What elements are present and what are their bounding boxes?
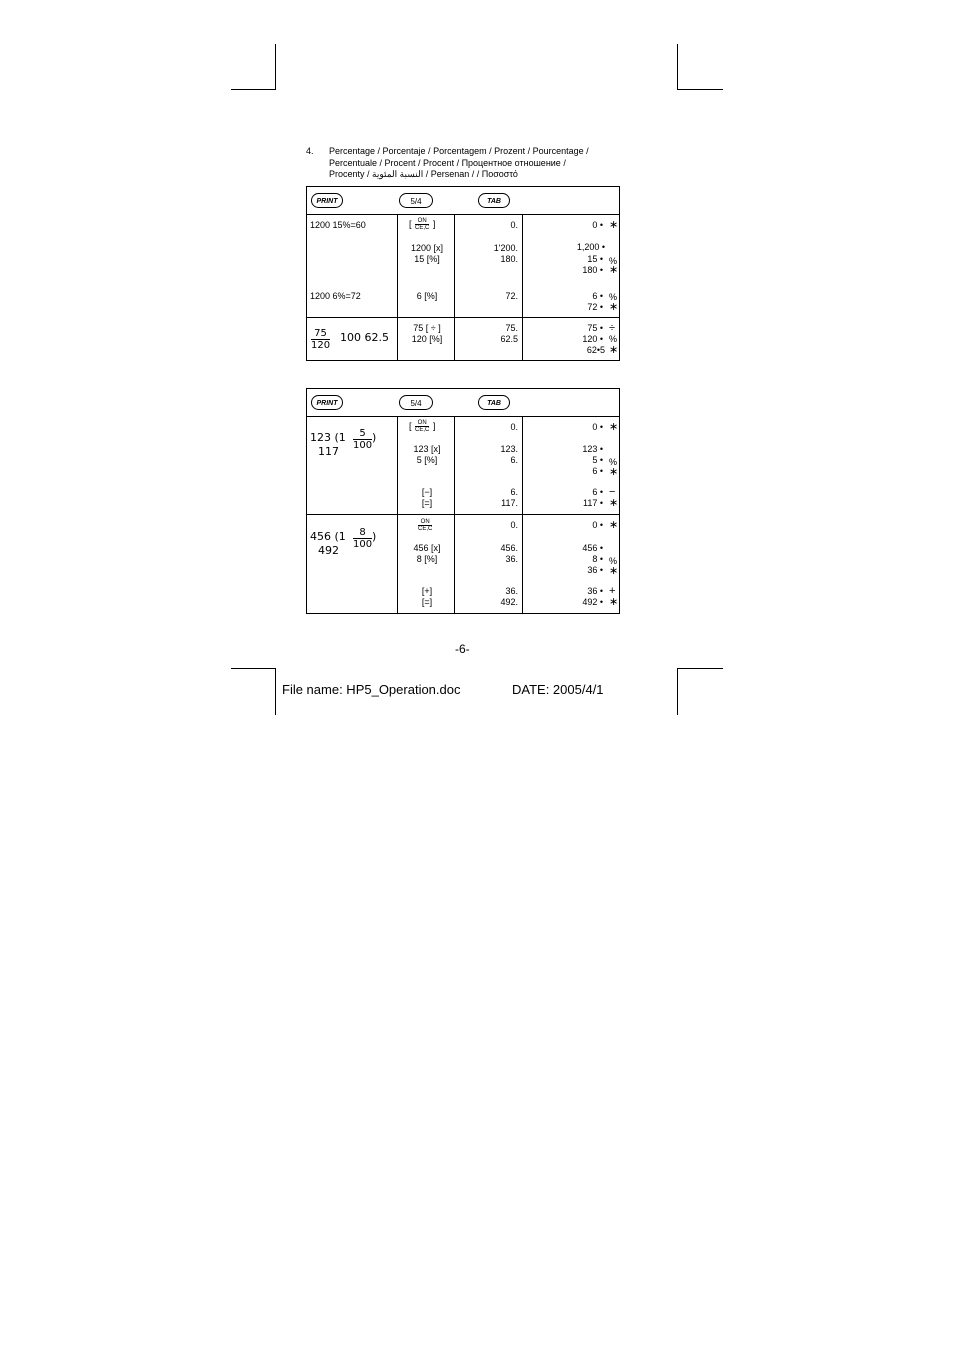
crop-mark <box>231 668 276 669</box>
key-header-row <box>307 389 619 417</box>
tape-value: 6 • <box>592 291 603 301</box>
tab-key-icon: TAB <box>478 395 510 410</box>
tape-value: 36 • <box>587 586 603 596</box>
operation-text: 8 [%] <box>416 554 438 564</box>
tape-value: 180 • <box>582 265 603 275</box>
tape-value: 8 • <box>592 554 603 564</box>
example-text: 1200 15%=60 <box>310 220 366 230</box>
tape-symbol: ∗ <box>609 344 619 356</box>
display-value: 117. <box>501 498 518 508</box>
display-value: 0. <box>510 520 518 530</box>
operation-text: 75 [ ÷ ] <box>413 323 441 333</box>
display-value: 72. <box>505 291 518 301</box>
display-value: 456. <box>500 543 518 553</box>
example-text: 123 (1 <box>310 431 346 444</box>
column-divider <box>522 416 523 614</box>
display-value: 0. <box>510 220 518 230</box>
tape-symbol: % <box>609 334 618 344</box>
heading-line: Percentage / Porcentaje / Porcentagem / Prozent / Pourcentage / <box>329 146 589 156</box>
operation-text: [−] <box>421 487 433 497</box>
display-value: 36. <box>505 586 518 596</box>
crop-mark <box>275 668 276 715</box>
display-value: 6. <box>510 455 518 465</box>
tape-value: 117 • <box>583 498 603 508</box>
tape-value: 75 • <box>587 323 603 333</box>
operation-text: [=] <box>421 597 433 607</box>
tape-symbol: − <box>609 486 616 498</box>
display-value: 62.5 <box>500 334 518 344</box>
tape-value: 5 • <box>592 455 603 465</box>
tape-symbol: % <box>609 256 618 266</box>
display-value: 75. <box>505 323 518 333</box>
example-fraction: $\frac{5}{100}$ <box>353 428 373 451</box>
print-key-icon: PRINT <box>311 193 343 208</box>
display-value: 6. <box>510 487 518 497</box>
tape-value: 36 • <box>587 565 603 575</box>
tape-value: 72 • <box>587 302 603 312</box>
display-value: 0. <box>510 422 518 432</box>
tape-value: 120 • <box>582 334 603 344</box>
crop-mark <box>677 668 723 669</box>
tape-symbol: + <box>609 585 616 597</box>
operation-text: 456 [x] <box>413 543 441 553</box>
operation-text: [+] <box>421 586 433 596</box>
example-text: ) <box>372 431 377 444</box>
example-text: 1200 6%=72 <box>310 291 361 301</box>
tape-value: 0 • <box>592 220 603 230</box>
tape-symbol: ∗ <box>609 219 619 231</box>
key-header-row <box>307 187 619 215</box>
operation-text: 120 [%] <box>411 334 443 344</box>
tape-symbol: ∗ <box>609 421 619 433</box>
tape-value: 15 • <box>587 254 603 264</box>
page-number: -6- <box>455 642 470 656</box>
crop-mark <box>677 44 678 90</box>
tape-value: 62•5 <box>586 345 605 355</box>
tape-value: 6 • <box>592 466 603 476</box>
crop-mark <box>231 89 276 90</box>
percentage-table-1 <box>306 186 620 361</box>
crop-mark <box>677 668 678 715</box>
on-ce-c-key: ON CE,C <box>418 519 433 532</box>
example-result: 492 <box>318 544 339 557</box>
operation-text: 1200 [x] <box>410 243 444 253</box>
tape-value: 0 • <box>592 422 603 432</box>
tape-symbol: % <box>609 556 618 566</box>
heading-line: Procenty / النسبة المئوية / Persenan / / Ποσοστό <box>329 169 518 179</box>
operation-text: 5 [%] <box>416 455 438 465</box>
tape-symbol: % <box>609 292 618 302</box>
row-divider <box>307 317 619 318</box>
operation-text: 123 [x] <box>413 444 441 454</box>
operation-text: [=] <box>421 498 433 508</box>
tape-symbol: ∗ <box>609 301 619 313</box>
tape-symbol: ∗ <box>609 264 619 276</box>
column-divider <box>397 214 398 361</box>
tape-symbol: ∗ <box>609 466 619 478</box>
tape-value: 456 • <box>582 543 603 553</box>
example-text: 456 (1 <box>310 530 346 543</box>
tab-key-icon: TAB <box>478 193 510 208</box>
section-number: 4. <box>306 146 314 156</box>
display-value: 123. <box>500 444 518 454</box>
tape-symbol: ∗ <box>609 519 619 531</box>
column-divider <box>522 214 523 361</box>
crop-mark <box>677 89 723 90</box>
display-value: 1'200. <box>493 243 518 253</box>
display-value: 180. <box>500 254 518 264</box>
print-key-icon: PRINT <box>311 395 343 410</box>
tape-symbol: ∗ <box>609 565 619 577</box>
tape-value: 1,200 • <box>576 242 605 252</box>
on-ce-c-key: [ ON CE,C ] <box>409 218 436 231</box>
rounding-key-icon: 5/4 <box>399 193 433 208</box>
crop-mark <box>275 44 276 90</box>
tape-value: 492 • <box>582 597 603 607</box>
example-fraction: $\frac{8}{100}$ <box>353 527 373 550</box>
tape-symbol: % <box>609 457 618 467</box>
operation-text: 15 [%] <box>414 254 440 264</box>
tape-value: 0 • <box>592 520 603 530</box>
tape-symbol: ÷ <box>609 322 616 334</box>
footer-file-name: File name: HP5_Operation.doc <box>282 682 461 697</box>
rounding-key-icon: 5/4 <box>399 395 433 410</box>
heading-line: Percentuale / Procent / Procent / Процентное отношение / <box>329 157 566 168</box>
example-text: ) <box>372 530 377 543</box>
operation-text: 6 [%] <box>416 291 438 301</box>
on-ce-c-key: [ ON CE,C ] <box>409 420 436 433</box>
display-value: 492. <box>500 597 518 607</box>
column-divider <box>397 416 398 614</box>
tape-symbol: ∗ <box>609 497 619 509</box>
example-result: 117 <box>318 445 339 458</box>
row-divider <box>307 514 619 515</box>
percentage-table-2 <box>306 388 620 614</box>
tape-symbol: ∗ <box>609 596 619 608</box>
tape-value: 6 • <box>592 487 603 497</box>
footer-date: DATE: 2005/4/1 <box>512 682 604 697</box>
example-fraction: $\frac{75}{120}$ <box>311 328 331 351</box>
tape-value: 123 • <box>582 444 603 454</box>
display-value: 36. <box>505 554 518 564</box>
example-text: 100 62.5 <box>340 331 389 344</box>
